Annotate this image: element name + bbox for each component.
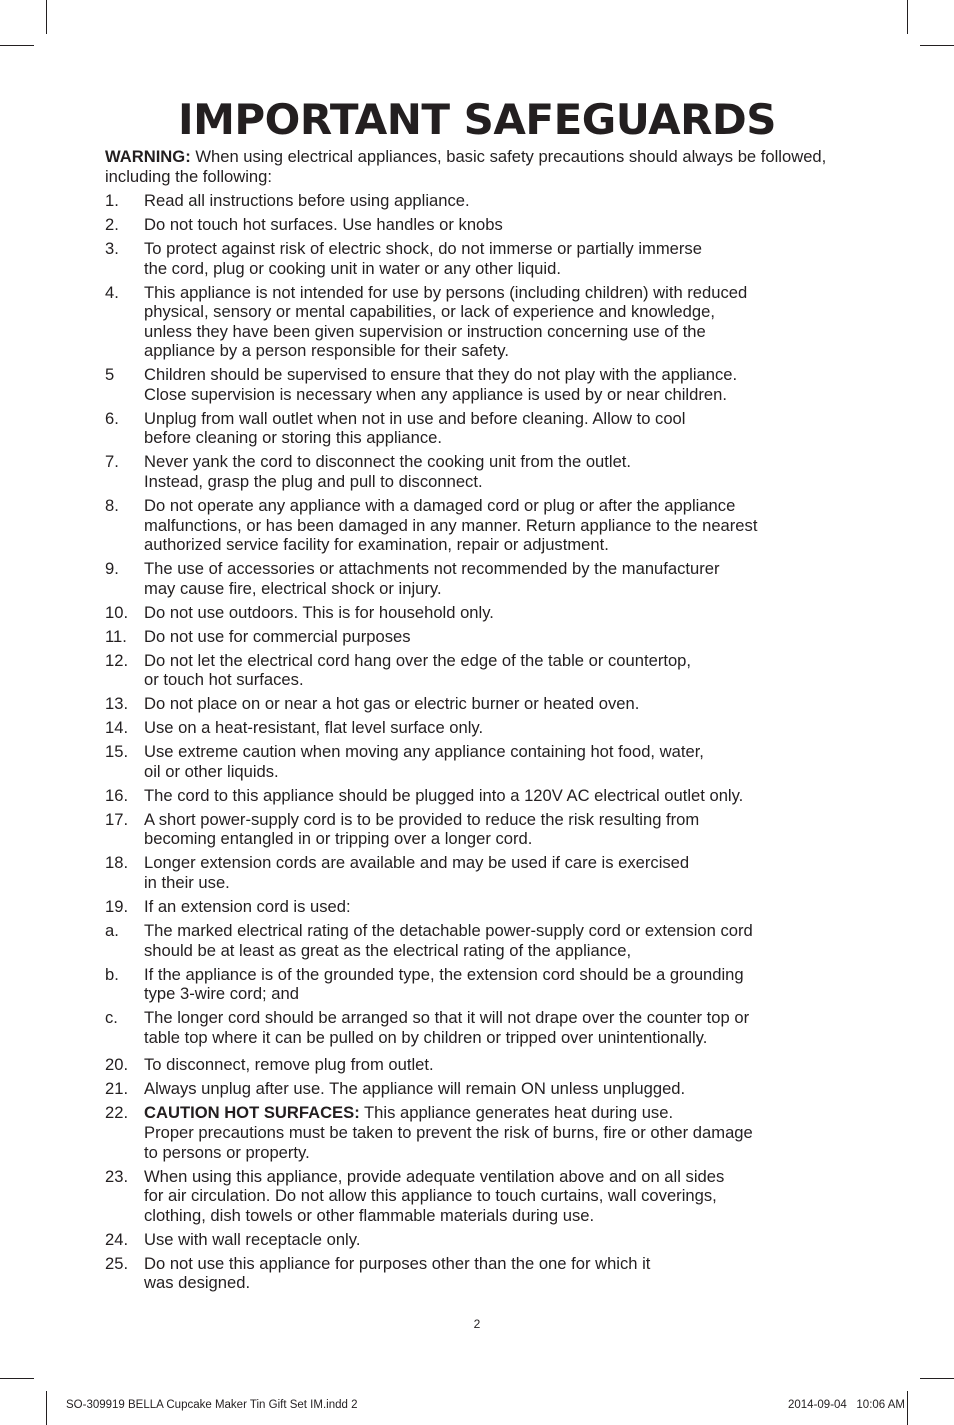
- list-item: [105, 215, 850, 235]
- item-text: Use with wall receptacle only.: [144, 1229, 361, 1249]
- list-item: [105, 239, 850, 278]
- list-item: [105, 853, 850, 892]
- page-number: 2: [473, 1317, 481, 1331]
- item-number: b.: [105, 964, 119, 984]
- item-text: Do not use for commercial purposes: [144, 626, 411, 646]
- item-number: 3.: [105, 238, 119, 258]
- item-number: 11.: [105, 626, 127, 646]
- item-number: 12.: [105, 650, 129, 670]
- item-text: Children should be supervised to ensure that they do not play with the appliance. Close supervision is necessary when any appliance is used by or near children.: [144, 365, 738, 404]
- item-number: 18.: [105, 853, 129, 873]
- warning-label: WARNING:: [105, 147, 191, 166]
- item-number: 5: [105, 365, 115, 385]
- item-number: 9.: [105, 559, 119, 579]
- list-item: [105, 810, 850, 849]
- item-text: Always unplug after use. The appliance will remain ON unless unplugged.: [144, 1079, 686, 1099]
- item-number: 8.: [105, 496, 119, 516]
- crop-mark-top-left-vertical: [46, 0, 47, 34]
- list-item: [105, 786, 850, 806]
- list-item: [105, 283, 850, 361]
- item-text: Do not place on or near a hot gas or electric burner or heated oven.: [144, 694, 640, 714]
- crop-mark-top-right-horizontal: [920, 45, 954, 46]
- item-number: 17.: [105, 809, 129, 829]
- list-item: [105, 1079, 850, 1099]
- item-number: 10.: [105, 602, 129, 622]
- item-number: 21.: [105, 1079, 129, 1099]
- item-text: Do not use this appliance for purposes other than the one for which it was designed.: [144, 1253, 651, 1293]
- item-number: 24.: [105, 1229, 129, 1249]
- list-item: [105, 718, 850, 738]
- safeguards-list: [105, 191, 850, 1297]
- list-item: [105, 1008, 850, 1047]
- item-number: 25.: [105, 1253, 129, 1273]
- item-text: A short power-supply cord is to be provided to reduce the risk resulting from becoming entangled in or tripping over a longer cord.: [144, 809, 700, 849]
- item-text-rest: This appliance generates heat during use. Proper precautions must be taken to prevent the risk of burns, fire or other damage to persons or property.: [144, 1103, 753, 1162]
- list-item: [105, 409, 850, 448]
- item-number: 23.: [105, 1166, 129, 1186]
- list-item: [105, 694, 850, 714]
- list-item: [105, 452, 850, 491]
- item-text: Read all instructions before using appliance.: [144, 191, 470, 210]
- item-text: This appliance is not intended for use by persons (including children) with reduced physical, sensory or mental capabilities, or lack of experience and knowledge, unless they have been given supervision or instruction concerning use of the appliance by a person responsible for their safety.: [144, 282, 748, 361]
- crop-mark-top-right-vertical: [907, 0, 908, 34]
- item-number: a.: [105, 921, 119, 941]
- item-text: [144, 1103, 850, 1162]
- item-number: 13.: [105, 694, 129, 714]
- item-number: c.: [105, 1008, 118, 1028]
- crop-mark-bottom-right-horizontal: [920, 1378, 954, 1379]
- list-item: [105, 365, 850, 404]
- list-item: [105, 921, 850, 960]
- slug-timestamp: 2014-09-04 10:06 AM: [788, 1399, 905, 1411]
- item-text: Use extreme caution when moving any appliance containing hot food, water, oil or other liquids.: [144, 742, 704, 781]
- list-item: [105, 1254, 850, 1293]
- item-number: 6.: [105, 408, 119, 428]
- item-number: 22.: [105, 1103, 129, 1123]
- list-item: [105, 651, 850, 690]
- item-number: 20.: [105, 1055, 129, 1075]
- page-title: IMPORTANT SAFEGUARDS: [177, 95, 777, 144]
- item-number: 16.: [105, 785, 129, 805]
- list-item: [105, 559, 850, 598]
- crop-mark-top-left-horizontal: [0, 45, 34, 46]
- item-text: Do not let the electrical cord hang over the edge of the table or countertop, or touch hot surfaces.: [144, 650, 692, 690]
- list-item: [105, 191, 850, 211]
- item-number: 15.: [105, 742, 129, 762]
- warning-text: When using electrical appliances, basic safety precautions should always be followed, including the following:: [105, 147, 827, 186]
- list-item: [105, 603, 850, 623]
- item-number: 19.: [105, 897, 129, 917]
- item-text: Do not use outdoors. This is for household only.: [144, 602, 494, 622]
- list-item: [105, 742, 850, 781]
- item-text: The longer cord should be arranged so that it will not drape over the counter top or table top where it can be pulled on by children or tripped over unintentionally.: [144, 1008, 750, 1047]
- item-text: The use of accessories or attachments not recommended by the manufacturer may cause fire, electrical shock or injury.: [144, 559, 720, 598]
- item-number: 1.: [105, 191, 119, 210]
- list-item: [105, 1167, 850, 1226]
- item-text: The marked electrical rating of the detachable power-supply cord or extension cord should be at least as great as the electrical rating of the appliance,: [144, 921, 753, 960]
- crop-mark-bottom-left-horizontal: [0, 1378, 34, 1379]
- warning-paragraph: [105, 147, 845, 186]
- list-item: [105, 1230, 850, 1250]
- item-text: If an extension cord is used:: [144, 897, 351, 917]
- item-text: Never yank the cord to disconnect the cooking unit from the outlet. Instead, grasp the plug and pull to disconnect.: [144, 452, 632, 492]
- list-item: [105, 496, 850, 555]
- list-item: [105, 897, 850, 917]
- list-item: [105, 1103, 850, 1162]
- list-item: [105, 1055, 850, 1075]
- item-text: To protect against risk of electric shock, do not immerse or partially immerse the cord, plug or cooking unit in water or any other liquid.: [144, 238, 702, 278]
- list-item: [105, 627, 850, 647]
- item-text: Do not touch hot surfaces. Use handles or knobs: [144, 214, 503, 234]
- item-text: Unplug from wall outlet when not in use and before cleaning. Allow to cool before cleaning or storing this appliance.: [144, 408, 686, 448]
- slug-filename: SO-309919 BELLA Cupcake Maker Tin Gift Set IM.indd 2: [66, 1399, 358, 1411]
- item-text: When using this appliance, provide adequate ventilation above and on all sides for air circulation. Do not allow this appliance to touch curtains, wall coverings, clothing, dish towels or other flammable materials during use.: [144, 1166, 725, 1225]
- crop-mark-bottom-right-vertical: [907, 1391, 908, 1425]
- item-text: Do not operate any appliance with a damaged cord or plug or after the appliance malfunctions, or has been damaged in any manner. Return appliance to the nearest authorized service facility for examination, repair or adjustment.: [144, 496, 758, 555]
- item-number: 14.: [105, 718, 129, 738]
- item-number: 4.: [105, 282, 119, 302]
- item-text: If the appliance is of the grounded type, the extension cord should be a grounding type 3-wire cord; and: [144, 964, 744, 1004]
- item-number: 7.: [105, 452, 119, 472]
- item-number: 2.: [105, 214, 119, 234]
- item-text: Use on a heat-resistant, flat level surface only.: [144, 718, 484, 738]
- item-text: Longer extension cords are available and may be used if care is exercised in their use.: [144, 853, 690, 893]
- item-text: To disconnect, remove plug from outlet.: [144, 1055, 434, 1075]
- list-item: [105, 965, 850, 1004]
- item-text: The cord to this appliance should be plugged into a 120V AC electrical outlet only.: [144, 785, 744, 805]
- item-bold-label: CAUTION HOT SURFACES:: [144, 1103, 360, 1123]
- crop-mark-bottom-left-vertical: [46, 1391, 47, 1425]
